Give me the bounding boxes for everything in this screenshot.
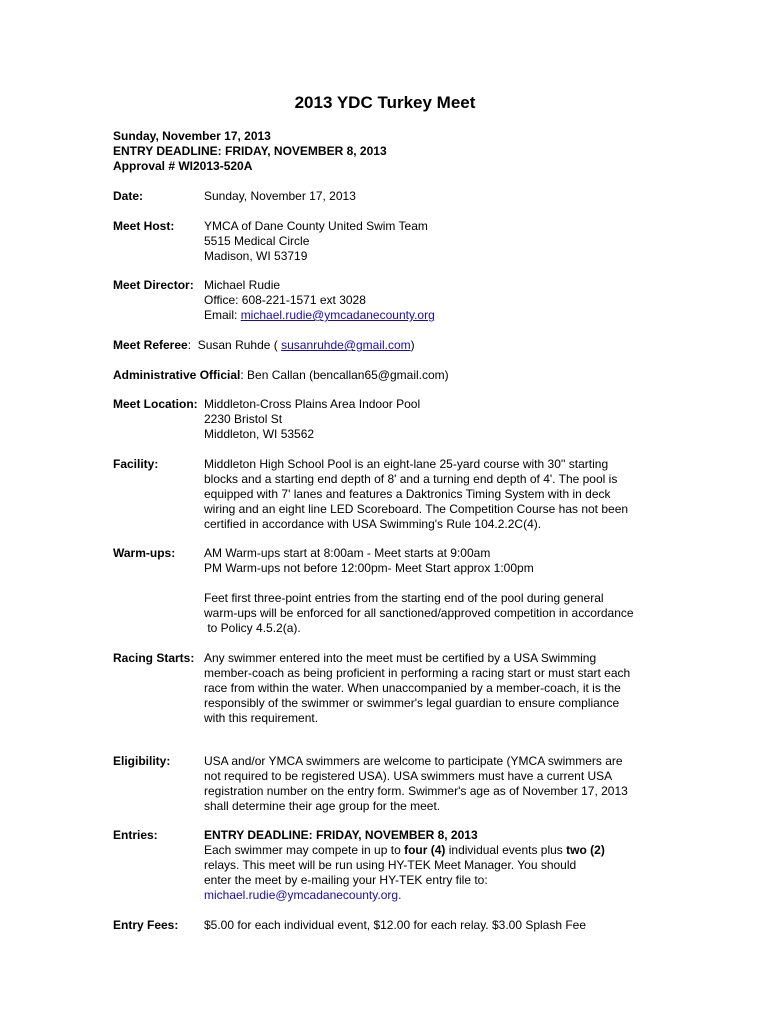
warmups-line: PM Warm-ups not before 12:00pm- Meet Start approx 1:00pm <box>204 561 534 575</box>
meet-referee-label: Meet Referee <box>113 338 188 352</box>
facility-line: certified in accordance with USA Swimming's Rule 104.2.2C(4). <box>204 517 542 531</box>
meet-location-line: Middleton, WI 53562 <box>204 427 315 441</box>
meet-referee-text: : Susan Ruhde ( <box>187 338 282 352</box>
eligibility-line: shall determine their age group for the meet. <box>204 799 441 813</box>
meet-referee-email-link[interactable]: susanruhde@gmail.com <box>281 338 411 352</box>
entries-line <box>204 843 654 858</box>
warmups-policy-line: warm-ups will be enforced for all sanctioned/approved competition in accordance <box>204 606 634 620</box>
facility-line: Middleton High School Pool is an eight-lane 25-yard course with 30'' starting <box>204 457 609 471</box>
header-approval: Approval # WI2013-520A <box>113 159 253 173</box>
warmups-policy-line: to Policy 4.5.2(a). <box>204 621 301 635</box>
header-block <box>113 129 387 174</box>
facility-label: Facility: <box>113 457 159 471</box>
eligibility-line: USA and/or YMCA swimmers are welcome to participate (YMCA swimmers are <box>204 754 623 768</box>
entries-text: Each swimmer may compete in up to <box>204 843 405 857</box>
entries-email-link[interactable]: michael.rudie@ymcadanecounty.org <box>204 888 399 902</box>
warmups-policy-line: Feet first three-point entries from the starting end of the pool during general <box>204 591 604 605</box>
meet-location-line: 2230 Bristol St <box>204 412 283 426</box>
meet-host-label: Meet Host: <box>113 219 175 233</box>
date-value: Sunday, November 17, 2013 <box>204 189 356 203</box>
entries-line: relays. This meet will be run using HY-TEK Meet Manager. You should <box>204 858 577 872</box>
date-label: Date: <box>113 189 144 203</box>
entries-text: individual events plus <box>445 843 567 857</box>
meet-director-office: Office: 608-221-1571 ext 3028 <box>204 293 366 307</box>
eligibility-line: registration number on the entry form. Swimmer's age as of November 17, 2013 <box>204 784 628 798</box>
entry-fees-label: Entry Fees: <box>113 918 179 932</box>
meet-director-name: Michael Rudie <box>204 278 281 292</box>
admin-official-label: Administrative Official <box>113 368 241 382</box>
entries-label: Entries: <box>113 828 158 842</box>
facility-line: equipped with 7' lanes and features a Daktronics Timing System with in deck <box>204 487 611 501</box>
meet-referee-row <box>113 338 415 353</box>
page-title: 2013 YDC Turkey Meet <box>294 93 476 112</box>
racing-starts-line: Any swimmer entered into the meet must be certified by a USA Swimming <box>204 651 597 665</box>
racing-starts-line: responsibly of the swimmer or swimmer's legal guardian to ensure compliance <box>204 696 620 710</box>
meet-referee-close: ) <box>410 338 415 352</box>
facility-line: wiring and an eight line LED Scoreboard. The Competition Course has not been <box>204 502 629 516</box>
entries-email-suffix: . <box>398 888 402 902</box>
warmups-label: Warm-ups: <box>113 546 176 560</box>
entries-email-line <box>204 888 654 903</box>
entries-bold: two (2) <box>566 843 605 857</box>
facility-line: blocks and a starting end depth of 8' and a turning end depth of 4'. The pool is <box>204 472 618 486</box>
meet-location-line: Middleton-Cross Plains Area Indoor Pool <box>204 397 421 411</box>
header-date: Sunday, November 17, 2013 <box>113 129 271 143</box>
meet-host-line: YMCA of Dane County United Swim Team <box>204 219 428 233</box>
meet-director-email-line <box>204 308 654 323</box>
entries-bold: four (4) <box>404 843 446 857</box>
eligibility-line: not required to be registered USA). USA swimmers must have a current USA <box>204 769 613 783</box>
admin-official-row <box>113 368 449 383</box>
entries-line: enter the meet by e-mailing your HY-TEK entry file to: <box>204 873 488 887</box>
warmups-line: AM Warm-ups start at 8:00am - Meet starts at 9:00am <box>204 546 491 560</box>
meet-director-label: Meet Director: <box>113 278 194 292</box>
racing-starts-line: race from within the water. When unaccompanied by a member-coach, it is the <box>204 681 621 695</box>
header-deadline: ENTRY DEADLINE: FRIDAY, NOVEMBER 8, 2013 <box>113 144 387 158</box>
entries-deadline: ENTRY DEADLINE: FRIDAY, NOVEMBER 8, 2013 <box>204 828 478 842</box>
racing-starts-label: Racing Starts: <box>113 651 195 665</box>
entry-fees-value: $5.00 for each individual event, $12.00 for each relay. $3.00 Splash Fee <box>204 918 587 932</box>
racing-starts-line: with this requirement. <box>204 711 319 725</box>
meet-host-line: Madison, WI 53719 <box>204 249 308 263</box>
meet-location-label: Meet Location: <box>113 397 198 411</box>
racing-starts-line: member-coach as being proficient in performing a racing start or must start each <box>204 666 631 680</box>
eligibility-label: Eligibility: <box>113 754 171 768</box>
admin-official-value: : Ben Callan (bencallan65@gmail.com) <box>240 368 449 382</box>
email-prefix: Email: <box>204 308 241 322</box>
meet-director-email-link[interactable]: michael.rudie@ymcadanecounty.org <box>240 308 435 322</box>
meet-host-line: 5515 Medical Circle <box>204 234 310 248</box>
